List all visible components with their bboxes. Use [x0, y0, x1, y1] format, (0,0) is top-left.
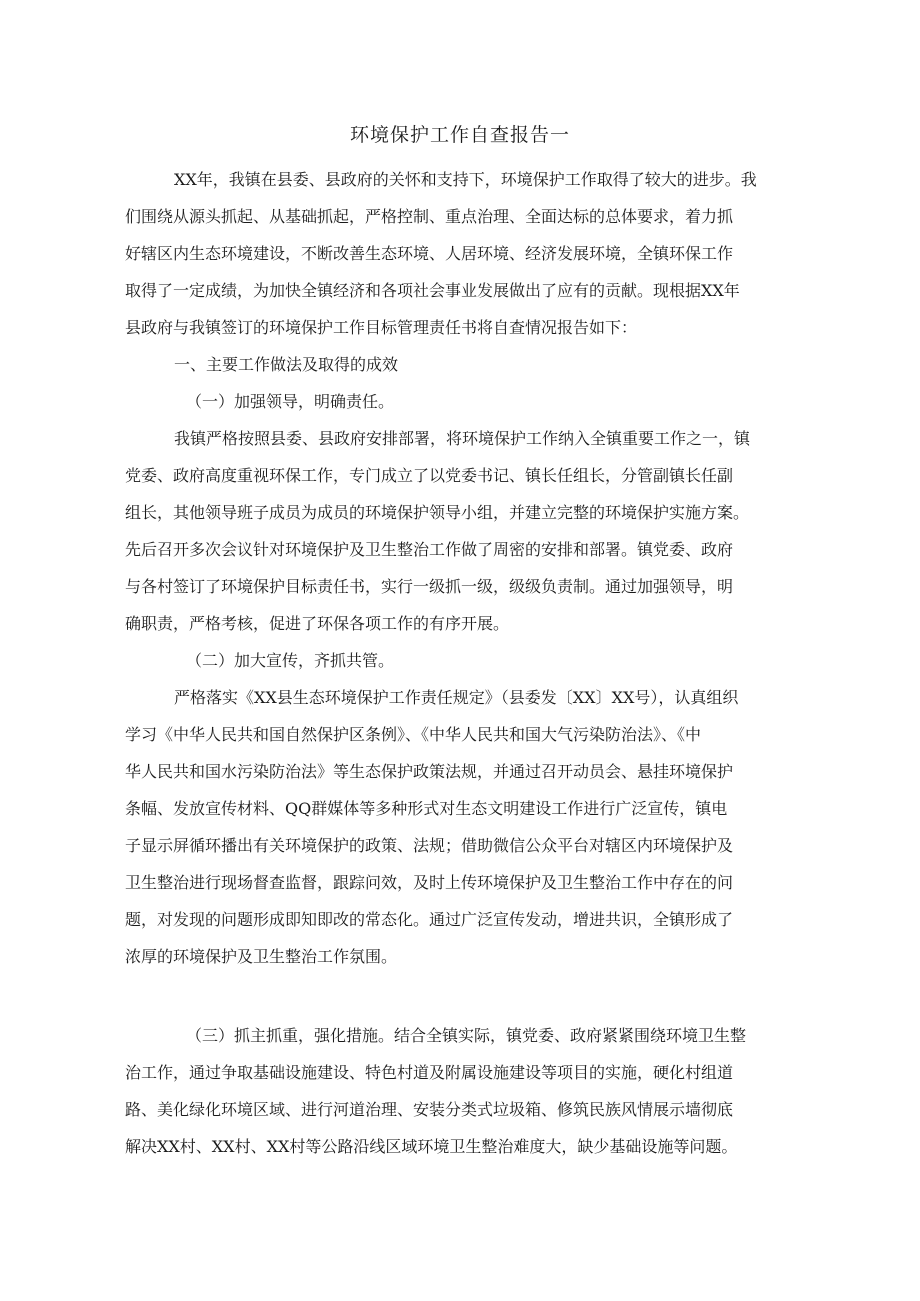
paragraph-line: 解决XX村、XX村、XX村等公路沿线区域环境卫生整治难度大，缺少基础设施等问题。 [125, 1137, 738, 1156]
paragraph-line: 浓厚的环境保护及卫生整治工作氛围。 [125, 947, 398, 966]
document-title: 环境保护工作自查报告一 [349, 124, 570, 146]
paragraph-line: 严格落实《XX县生态环境保护工作责任规定》（县委发〔XX〕XX号），认真组织 [174, 688, 739, 707]
paragraph-line: 条幅、发放宣传材料、QQ群媒体等多种形式对生态文明建设工作进行广泛宣传，镇电 [125, 799, 728, 818]
paragraph-line: （三）抓主抓重，强化措施。结合全镇实际，镇党委、政府紧紧围绕环境卫生整 [186, 1026, 747, 1045]
paragraph-line: XX年，我镇在县委、县政府的关怀和支持下，环境保护工作取得了较大的进步。我 [174, 170, 757, 189]
paragraph-line: 们围绕从源头抓起、从基础抓起，严格控制、重点治理、全面达标的总体要求，着力抓 [125, 207, 734, 226]
paragraph-line: 治工作，通过争取基础设施建设、特色村道及附属设施建设等项目的实施，硬化村组道 [125, 1063, 734, 1082]
paragraph-line: 取得了一定成绩，为加快全镇经济和各项社会事业发展做出了应有的贡献。现根据XX年 [125, 281, 740, 300]
paragraph-line: 学习《中华人民共和国自然保护区条例》、《中华人民共和国大气污染防治法》、《中 [125, 725, 702, 744]
paragraph-line: 子显示屏循环播出有关环境保护的政策、法规；借助微信公众平台对辖区内环境保护及 [125, 836, 734, 855]
section-heading: 一、主要工作做法及取得的成效 [174, 355, 399, 374]
paragraph-line: 卫生整治进行现场督查监督，跟踪问效，及时上传环境保护及卫生整治工作中存在的问 [125, 873, 734, 892]
paragraph-line: 题，对发现的问题形成即知即改的常态化。通过广泛宣传发动，增进共识，全镇形成了 [125, 910, 734, 929]
paragraph-line: 先后召开多次会议针对环境保护及卫生整治工作做了周密的安排和部署。镇党委、政府 [125, 540, 734, 559]
paragraph-line: 县政府与我镇签订的环境保护工作目标管理责任书将自查情况报告如下： [125, 318, 638, 337]
paragraph-line: 路、美化绿化环境区域、进行河道治理、安装分类式垃圾箱、修筑民族风情展示墙彻底 [125, 1100, 734, 1119]
paragraph-line: 党委、政府高度重视环保工作，专门成立了以党委书记、镇长任组长，分管副镇长任副 [125, 466, 734, 485]
subsection-heading: （二）加大宣传，齐抓共管。 [186, 651, 395, 670]
paragraph-line: 与各村签订了环境保护目标责任书，实行一级抓一级，级级负责制。通过加强领导，明 [125, 577, 734, 596]
paragraph-line: 好辖区内生态环境建设，不断改善生态环境、人居环境、经济发展环境，全镇环保工作 [125, 244, 734, 263]
paragraph-line: 组长，其他领导班子成员为成员的环境保护领导小组，并建立完整的环境保护实施方案。 [125, 503, 750, 522]
paragraph-line: 确职责，严格考核，促进了环保各项工作的有序开展。 [125, 614, 510, 633]
subsection-heading: （一）加强领导，明确责任。 [186, 392, 395, 411]
paragraph-line: 华人民共和国水污染防治法》等生态保护政策法规，并通过召开动员会、悬挂环境保护 [125, 762, 734, 781]
paragraph-line: 我镇严格按照县委、县政府安排部署，将环境保护工作纳入全镇重要工作之一，镇 [174, 429, 751, 448]
